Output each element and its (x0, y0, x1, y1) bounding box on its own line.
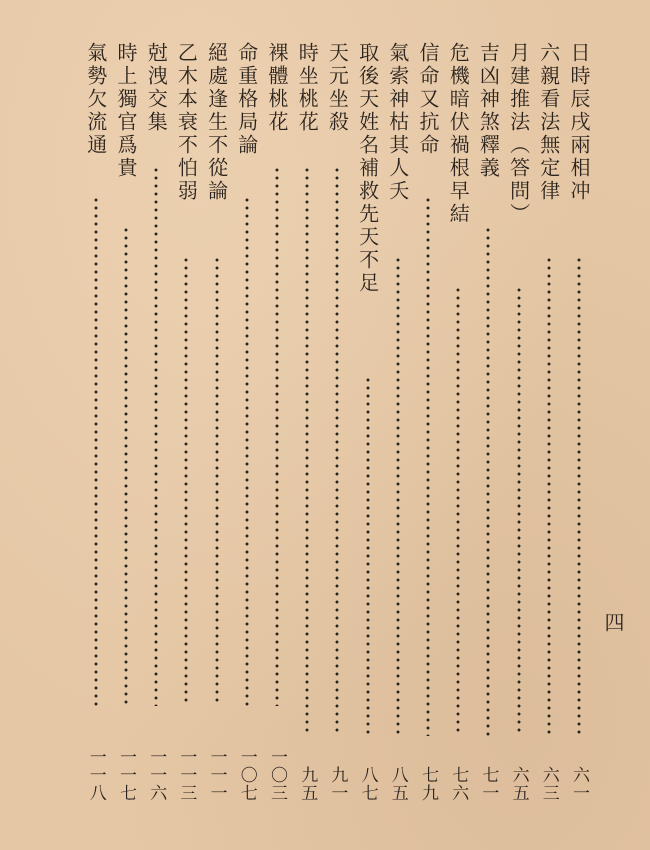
dot-leader (215, 256, 219, 706)
toc-entry-title: 日時辰戌兩相冲 (567, 42, 591, 203)
toc-entry (202, 42, 232, 802)
toc-entry-title: 氣勢欠流通 (83, 42, 108, 157)
dot-leader (456, 286, 460, 736)
toc-entry-title: 時坐桃花 (295, 42, 320, 134)
dot-leader (245, 196, 249, 706)
toc-entry (383, 42, 413, 802)
dot-leader (517, 286, 521, 736)
dot-leader (154, 166, 158, 706)
dot-leader (184, 256, 188, 706)
toc-entry-title: 天元坐殺 (325, 42, 350, 134)
toc-entry-title: 氣索神枯其人夭 (385, 42, 410, 203)
dot-leader (124, 226, 128, 706)
dot-leader (426, 196, 430, 736)
toc-entry-page: 一〇三 (267, 748, 287, 802)
toc-entry (443, 42, 473, 802)
toc-entry-title: 尅洩交集 (144, 42, 169, 134)
toc-entry-page: 七一 (478, 766, 499, 802)
toc-entry-page: 六三 (538, 766, 559, 802)
page-number: 四 (601, 612, 625, 632)
toc-entry (534, 42, 564, 802)
toc-entry-page: 七六 (448, 766, 469, 802)
toc-entry (353, 42, 383, 802)
toc-entry-title: 吉凶神煞釋義 (476, 42, 501, 180)
toc-entry (81, 42, 111, 802)
dot-leader (335, 166, 339, 736)
toc-entry-page: 九五 (297, 766, 318, 802)
toc-entry (473, 42, 503, 802)
dot-leader (366, 376, 370, 736)
toc-entry-page: 一一三 (176, 748, 197, 802)
toc-entry-page: 六一 (569, 766, 589, 802)
toc-entry-page: 八五 (387, 766, 408, 802)
dot-leader (577, 256, 581, 736)
toc-entry-page: 九一 (327, 766, 348, 802)
toc-entry (504, 42, 534, 802)
toc-entry-title: 信命又抗命 (416, 42, 440, 157)
toc-entry-page: 六五 (508, 766, 529, 802)
toc-entry (232, 42, 262, 802)
toc-entry (292, 42, 322, 802)
dot-leader (547, 256, 551, 736)
toc-entry (171, 42, 201, 802)
toc-entry-page: 七九 (418, 766, 438, 802)
toc-entry-page: 一一七 (116, 748, 136, 802)
dot-leader (305, 166, 309, 736)
dot-leader (94, 196, 98, 706)
toc-entry-page: 一〇七 (236, 748, 257, 802)
toc-entry-page: 一一六 (146, 748, 167, 802)
toc-entry-title: 乙木本衰不怕弱 (174, 42, 199, 203)
dot-leader (486, 226, 490, 736)
toc-entry-page: 一一八 (85, 748, 106, 802)
toc-entry-title: 取後天姓名補救先天不足 (355, 42, 380, 295)
toc-entry (564, 42, 594, 802)
toc-entry-title: 命重格局論 (234, 42, 259, 157)
toc-entry-page: 一一一 (206, 748, 227, 802)
toc-entry (111, 42, 141, 802)
dot-leader (396, 256, 400, 736)
toc-entry-title: 時上獨官爲貴 (114, 42, 138, 180)
toc-entry (141, 42, 171, 802)
toc-entry (322, 42, 352, 802)
toc-entry-title: 六親看法無定律 (536, 42, 561, 203)
dot-leader (275, 166, 279, 706)
toc-entry-title: 月建推法︵答問︶ (506, 42, 531, 226)
toc-entry-title: 裸體桃花 (265, 42, 289, 134)
toc-entry (262, 42, 292, 802)
toc-entry-title: 危機暗伏禍根早結 (446, 42, 471, 226)
toc-entry-title: 絕處逢生不從論 (204, 42, 229, 203)
toc-entry-page: 八七 (357, 766, 378, 802)
toc-entry (413, 42, 443, 802)
